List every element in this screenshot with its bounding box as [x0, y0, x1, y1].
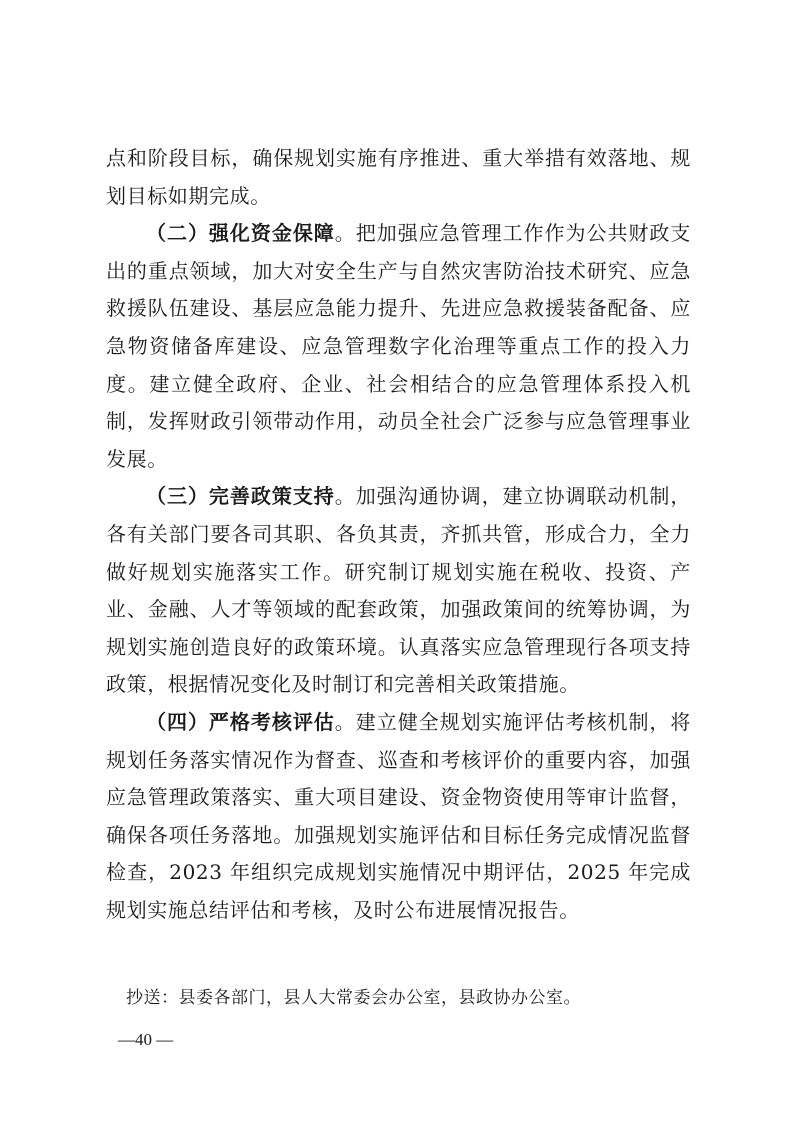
- section-heading-policy: （三）完善政策支持: [146, 484, 335, 509]
- paragraph-text: 。把加强应急管理工作作为公共财政支出的重点领域，加大对安全生产与自然灾害防治技术研究、应急救援队伍建设、基层应急能力提升、先进应急救援装备配备、应急物资储备库建设、应急管理数字化治理等重点工作的投入力度。建立健全政府、企业、社会相结合的应急管理体系投入机制，发挥财政引领带动作用，动员全社会广泛参与应急管理事业发展。: [106, 221, 691, 471]
- document-body: [106, 140, 691, 929]
- paragraph-text: 。加强沟通协调，建立协调联动机制，各有关部门要各司其职、各负其责，齐抓共管，形成合力，全力做好规划实施落实工作。研究制订规划实施在税收、投资、产业、金融、人才等领域的配套政策，加强政策间的统筹协调，为规划实施创造良好的政策环境。认真落实应急管理现行各项支持政策，根据情况变化及时制订和完善相关政策措施。: [106, 484, 691, 697]
- paragraph-text: 点和阶段目标，确保规划实施有序推进、重大举措有效落地、规划目标如期完成。: [106, 146, 691, 208]
- section-heading-assessment: （四）严格考核评估: [146, 709, 335, 734]
- paragraph-text: 。建立健全规划实施评估考核机制，将规划任务落实情况作为督查、巡查和考核评价的重要内容，加强应急管理政策落实、重大项目建设、资金物资使用等审计监督，确保各项任务落地。加强规划实施评估和目标任务完成情况监督检查，2023 年组织完成规划实施情况中期评估，2025 年完成规划实施总结评估和考核，及时公布进展情况报告。: [106, 709, 691, 922]
- paragraph-continuation: [106, 140, 691, 215]
- page-number: —40 —: [118, 1030, 174, 1049]
- section-heading-funding: （二）强化资金保障: [146, 221, 335, 246]
- paragraph-assessment: [106, 704, 691, 930]
- paragraph-funding: [106, 215, 691, 478]
- cc-distribution-line: 抄送：县委各部门，县人大常委会办公室，县政协办公室。: [126, 988, 581, 1008]
- paragraph-policy: [106, 478, 691, 704]
